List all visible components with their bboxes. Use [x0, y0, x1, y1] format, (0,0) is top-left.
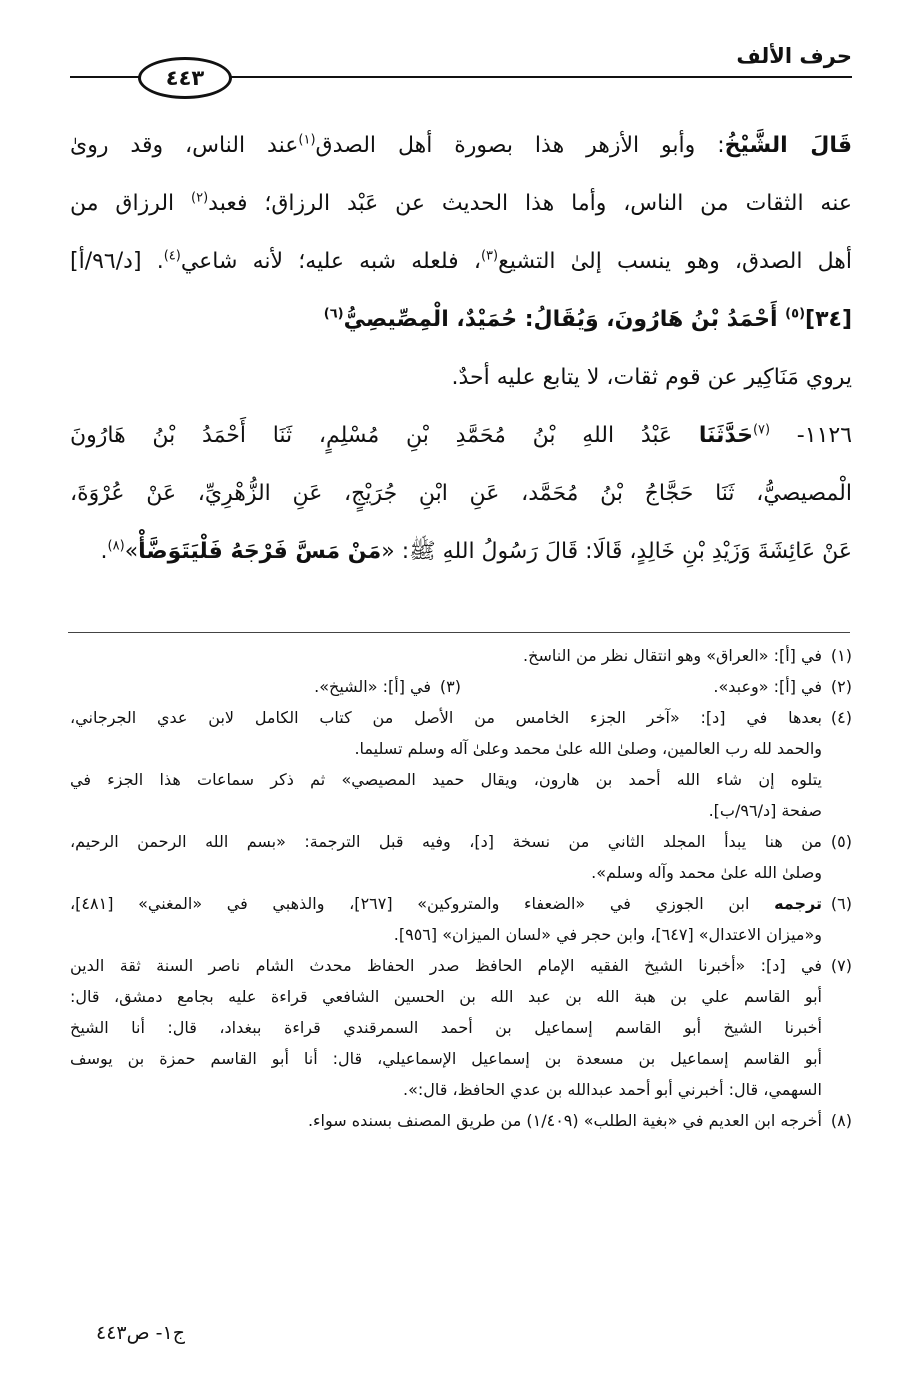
footnote-text: في [أ]: «الشيخ». [314, 677, 431, 696]
footnote-8 [70, 1105, 852, 1136]
footnote-text: ابن الجوزي في «الضعفاء والمتروكين» [٢٦٧]، والذهبي في «المغني» [٤٨١]، [70, 894, 775, 913]
footnote-3 [70, 671, 461, 702]
footnote-text: أخرجه ابن العديم في «بغية الطلب» (١/٤٠٩) من طريق المصنف بسنده سواء. [307, 1111, 822, 1130]
footnote-line: أبو القاسم إسماعيل بن مسعدة بن إسماعيل الإسماعيلي، قال: أنا أبو القاسم حمزة بن يوسف [70, 1049, 822, 1068]
footnote-rule [68, 632, 850, 633]
footnote-number: (٧) [830, 956, 852, 975]
footnote-ref: (١) [298, 132, 316, 148]
footnote-ref: (٧) [752, 422, 771, 438]
footnote-6 [70, 888, 852, 919]
text-run: عَنْ عَائِشَةَ وَزَيْدِ بْنِ خَالِدٍ، قَالَا: قَالَ رَسُولُ اللهِ ﷺ: « [381, 539, 852, 564]
footnote-number: (٤) [830, 708, 852, 727]
main-text [70, 118, 852, 582]
footnote-number: (١) [830, 646, 852, 665]
text-run: عنه الثقات من الناس، وأما هذا الحديث عن عَبْد الرزاق؛ فعبد [208, 191, 852, 216]
text-run: ، فلعله شبه عليه؛ لأنه شاعي [180, 249, 481, 274]
text-run: . [100, 539, 108, 564]
page-signature: ج١- ص٤٤٣ [96, 1322, 185, 1344]
footnote-2 [461, 671, 852, 702]
footnote-ref: (٤) [163, 248, 181, 264]
footnote-line: والحمد لله رب العالمين، وصلىٰ الله علىٰ محمد وعلىٰ آله وسلم تسليما. [354, 739, 822, 758]
hadith-number: ١١٢٦- [770, 423, 852, 448]
paragraph-line [70, 118, 852, 176]
footnote-line: يتلوه إن شاء الله أحمد بن هارون، ويقال حميد المصيصي» ثم ذكر سماعات هذا الجزء في [70, 770, 822, 789]
footnote-number: (٥) [830, 832, 852, 851]
footnote-line: أبو القاسم علي بن هبة الله بن عبد الله بن الحسين الشافعي قراءة عليه بجامع دمشق، قال: [70, 987, 822, 1006]
haddathana: حَدَّثَنَا [698, 423, 753, 448]
entry-description: يروي مَنَاكِير عن قوم ثقات، لا يتابع عليه أحدٌ. [451, 365, 852, 390]
footnote-1 [70, 640, 852, 671]
footnote-number: (٣) [439, 677, 461, 696]
footnote-line: السهمي، قال: أخبرني أبو أحمد عبدالله بن عدي الحافظ، قال:». [403, 1080, 822, 1099]
sheikh-lead: قَالَ الشَّيْخُ [724, 133, 852, 158]
hadith-line [70, 408, 852, 466]
footnote-text: في [أ]: «وعبد». [713, 677, 822, 696]
text-run: الرزاق من [70, 191, 192, 216]
footnote-4 [70, 702, 852, 733]
footnote-ref: (٦) [323, 306, 344, 322]
hadith-line [70, 524, 852, 582]
footnote-ref: (٥) [785, 306, 806, 322]
footnote-text: في [د]: «أخبرنا الشيخ الفقيه الإمام الحافظ صدر الحفاظ محدث الشام ناصر السنة ثقة الدين [70, 956, 822, 975]
footnote-ref: (٣) [480, 248, 499, 264]
text-run: عَبْدُ اللهِ بْنُ مُحَمَّدِ بْنِ مُسْلِمٍ، ثَنَا أَحْمَدُ بْنُ هَارُونَ [70, 423, 699, 448]
paragraph-line [70, 176, 852, 234]
entry-number: [٣٤] [805, 307, 852, 332]
footnote-text: في [أ]: «العراق» وهو انتقال نظر من الناسخ. [523, 646, 822, 665]
footnote-5 [70, 826, 852, 857]
footnote-line: و«ميزان الاعتدال» [٦٤٧]، وابن حجر في «لسان الميزان» [٩٥٦]. [393, 925, 822, 944]
paragraph-line [70, 234, 852, 292]
text-run: عند الناس، وقد روىٰ [70, 133, 299, 158]
footnote-line: صفحة [د/٩٦/ب]. [708, 801, 822, 820]
running-head: حرف الألف [736, 44, 852, 68]
footnote-lead: ترجمه [774, 894, 822, 913]
hadith-text: مَنْ مَسَّ فَرْجَهُ فَلْيَتَوَضَّأْ [138, 539, 382, 564]
text-run: أهل الصدق، وهو ينسب إلىٰ التشيع [498, 249, 852, 274]
text-run: : وأبو الأزهر هذا بصورة أهل الصدق [315, 133, 725, 158]
footnotes [70, 640, 852, 1136]
footnote-number: (٢) [830, 677, 852, 696]
footnote-number: (٨) [830, 1111, 852, 1130]
page-number: ٤٤٣ [138, 57, 232, 99]
footnote-text: من هنا يبدأ المجلد الثاني من نسخة [د]، وفيه قبل الترجمة: «بسم الله الرحمن الرحيم، [70, 832, 822, 851]
footnote-line: وصلىٰ الله علىٰ محمد وآله وسلم». [591, 863, 822, 882]
text-run: » [124, 539, 139, 564]
footnote-ref: (٨) [107, 538, 125, 554]
footnote-7 [70, 950, 852, 981]
entry-heading [70, 292, 852, 350]
footnote-text: بعدها في [د]: «آخر الجزء الخامس من الأصل من كتاب الكامل لابن عدي الجرجاني، [70, 708, 822, 727]
footnote-ref: (٢) [191, 190, 209, 206]
hadith-line: الْمصيصيُّ، ثَنَا حَجَّاجُ بْنُ مُحَمَّد، عَنِ ابْنِ جُرَيْجٍ، عَنِ الزُّهْرِيِّ، عَنْ عُرْوَةَ، [70, 481, 852, 506]
footnote-line: أخبرنا الشيخ أبو القاسم إسماعيل بن أحمد السمرقندي قراءة ببغداد، قال: أنا الشيخ [70, 1018, 822, 1037]
page-header [70, 38, 852, 98]
footnotes-2-3 [70, 671, 852, 702]
text-run: . [د/٩٦/أ] [70, 249, 164, 274]
footnote-number: (٦) [830, 894, 852, 913]
entry-title: أَحْمَدُ بْنُ هَارُونَ، وَيُقَالُ: حُمَيْدٌ، الْمِصِّيصِيُّ [343, 307, 786, 332]
